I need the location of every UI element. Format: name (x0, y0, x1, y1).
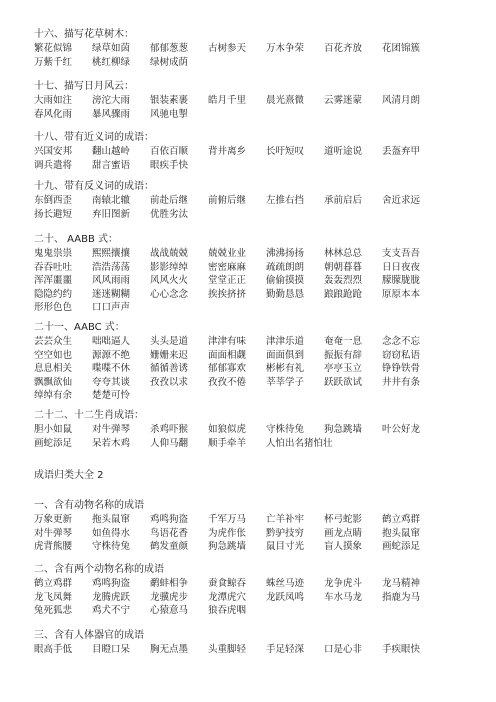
idiom-cell: 源源不绝 (92, 349, 131, 361)
idiom-cell: 背井离乡 (208, 146, 247, 157)
idiom-row (34, 261, 440, 275)
idiom-row (34, 288, 440, 302)
idiom-cell: 目瞪口呆 (92, 644, 131, 655)
idiom-row (34, 145, 440, 159)
idiom-cell: 风驰电掣 (150, 108, 189, 120)
idiom-cell: 战战兢兢 (150, 248, 189, 259)
idiom-cell: 兔死狐悲 (34, 605, 73, 616)
idiom-cell: 丢盔弃甲 (382, 146, 421, 157)
idiom-section (34, 498, 440, 554)
idiom-cell: 空空如也 (34, 349, 73, 361)
idiom-cell: 朝朝暮暮 (324, 261, 363, 273)
idiom-cell: 花团锦簇 (382, 43, 421, 54)
idiom-cell: 承前启后 (324, 195, 363, 206)
idiom-cell: 滂沱大雨 (92, 95, 131, 106)
idiom-cell: 铮铮铁骨 (382, 363, 421, 374)
idiom-cell: 舍近求远 (382, 195, 421, 206)
idiom-row (34, 301, 440, 315)
idiom-row (34, 376, 440, 390)
idiom-cell: 龙腾虎跃 (92, 591, 131, 603)
idiom-cell: 优胜劣汰 (150, 208, 189, 220)
idiom-cell: 风清月朗 (382, 95, 421, 106)
idiom-row (34, 208, 440, 222)
idiom-cell: 亡羊补牢 (266, 514, 305, 525)
idiom-cell: 画蛇添足 (34, 437, 73, 449)
idiom-row (34, 389, 440, 403)
idiom-cell: 蚕食鲸吞 (208, 578, 247, 589)
idiom-cell: 大雨如注 (34, 95, 73, 106)
idiom-row (34, 643, 440, 657)
idiom-cell: 偷偷摸摸 (266, 275, 305, 286)
idiom-cell: 鸟语花香 (150, 527, 189, 539)
idiom-cell: 风风火火 (150, 275, 189, 286)
idiom-cell: 狼吞虎咽 (208, 605, 247, 616)
idiom-cell: 人怕出名猪怕壮 (266, 437, 333, 449)
idiom-cell: 鸡鸣狗盗 (150, 514, 189, 525)
idiom-cell: 胸无点墨 (150, 644, 189, 655)
idiom-row (34, 42, 440, 56)
idiom-row (34, 540, 440, 554)
section-heading: 二十一、AABC 式： (34, 322, 125, 333)
idiom-cell: 胆小如鼠 (34, 424, 73, 435)
idiom-cell: 勤勤恳恳 (266, 288, 305, 300)
idiom-row (34, 56, 440, 70)
idiom-cell: 眼高手低 (34, 644, 73, 655)
idiom-row (34, 335, 440, 349)
idiom-cell: 对牛弹琴 (34, 527, 73, 539)
idiom-cell: 鸡犬不宁 (92, 605, 131, 616)
idiom-cell: 翻山越岭 (92, 146, 131, 157)
idiom-cell: 长吁短叹 (266, 146, 305, 157)
section-heading: 十九、带有反义词的成语： (34, 181, 154, 192)
idiom-cell: 挨挨挤挤 (208, 288, 247, 300)
idiom-cell: 熙熙攘攘 (92, 248, 131, 259)
idiom-cell: 前赴后继 (150, 195, 189, 206)
idiom-cell: 手疾眼快 (382, 644, 421, 655)
idiom-cell: 鼠目寸光 (266, 541, 305, 552)
idiom-cell: 甜言蜜语 (92, 159, 131, 171)
idiom-cell: 蛛丝马迹 (266, 578, 305, 589)
idiom-cell: 孜孜以求 (150, 376, 189, 388)
idiom-cell: 郁郁葱葱 (150, 43, 189, 54)
idiom-cell: 如狼似虎 (208, 424, 247, 435)
idiom-cell: 指鹿为马 (382, 591, 421, 603)
idiom-row (34, 591, 440, 605)
idiom-cell: 调兵遣将 (34, 159, 73, 171)
idiom-cell: 影影绰绰 (150, 261, 189, 273)
idiom-cell: 孜孜不倦 (208, 376, 247, 388)
idiom-section (34, 562, 440, 618)
idiom-cell: 虎背熊腰 (34, 541, 73, 552)
idiom-cell: 皓月千里 (208, 95, 247, 106)
idiom-cell: 扬长避短 (34, 208, 73, 220)
idiom-cell: 楚楚可怜 (92, 390, 131, 401)
idiom-cell: 口口声声 (92, 302, 131, 313)
idiom-cell: 呆若木鸡 (92, 437, 131, 449)
idiom-cell: 晨光熹微 (266, 95, 305, 106)
idiom-cell: 百花齐放 (324, 43, 363, 54)
idiom-section (34, 232, 440, 315)
idiom-cell: 前俯后继 (208, 195, 247, 206)
idiom-cell: 春风化雨 (34, 108, 73, 120)
idiom-cell: 对牛弹琴 (92, 424, 131, 435)
idiom-cell: 繁花似锦 (34, 43, 73, 54)
idiom-row (34, 513, 440, 527)
idiom-cell: 龙骥虎步 (150, 591, 189, 603)
idiom-cell: 杯弓蛇影 (324, 514, 363, 525)
idiom-cell: 鹤立鸡群 (34, 578, 73, 589)
idiom-cell: 堂堂正正 (208, 275, 247, 286)
idiom-cell: 莘莘学子 (266, 376, 305, 388)
section-heading: 成语归类大全 2 (34, 470, 104, 481)
idiom-cell: 道听途说 (324, 146, 363, 157)
idiom-cell: 弃旧图新 (92, 208, 131, 220)
idiom-cell: 咄咄逼人 (92, 336, 131, 347)
idiom-cell: 黔驴技穷 (266, 527, 305, 539)
idiom-row (34, 349, 440, 363)
idiom-cell: 兴国安邦 (34, 146, 73, 157)
idiom-section (34, 408, 440, 450)
idiom-cell: 万象更新 (34, 514, 73, 525)
idiom-section (34, 130, 440, 172)
idiom-cell: 千军万马 (208, 514, 247, 525)
idiom-cell: 踉踉跄跄 (324, 288, 363, 300)
idiom-section (34, 468, 104, 483)
idiom-cell: 车水马龙 (324, 591, 363, 603)
idiom-section (34, 320, 440, 403)
idiom-cell: 万木争荣 (266, 43, 305, 54)
idiom-cell: 头头是道 (150, 336, 189, 347)
idiom-cell: 息息相关 (34, 363, 73, 374)
idiom-cell: 林林总总 (324, 248, 363, 259)
idiom-cell: 日日夜夜 (382, 261, 421, 273)
idiom-cell: 叶公好龙 (382, 424, 421, 435)
idiom-cell: 暴风骤雨 (92, 108, 131, 120)
idiom-cell: 浑浑噩噩 (34, 275, 73, 286)
idiom-cell: 人仰马翻 (150, 437, 189, 449)
idiom-cell: 拖头鼠窜 (92, 514, 131, 525)
idiom-cell: 心心念念 (150, 288, 189, 300)
idiom-cell: 头重脚轻 (208, 644, 247, 655)
idiom-cell: 郁郁寡欢 (208, 363, 247, 374)
idiom-cell: 振振有辞 (324, 349, 363, 361)
idiom-cell: 左推右挡 (266, 195, 305, 206)
idiom-row (34, 194, 440, 208)
idiom-cell: 龙潭虎穴 (208, 591, 247, 603)
idiom-cell: 面面俱到 (266, 349, 305, 361)
idiom-cell: 姗姗来迟 (150, 349, 189, 361)
idiom-cell: 眼疾手快 (150, 159, 189, 171)
idiom-cell: 奄奄一息 (324, 336, 363, 347)
idiom-cell: 云雾迷蒙 (324, 95, 363, 106)
idiom-cell: 守株待兔 (92, 541, 131, 552)
idiom-cell: 狗急跳墙 (324, 424, 363, 435)
section-heading: 一、含有动物名称的成语 (34, 500, 144, 511)
idiom-cell: 银装素裹 (150, 95, 189, 106)
idiom-section (34, 27, 440, 69)
idiom-cell: 彬彬有礼 (266, 363, 305, 374)
idiom-cell: 津津有味 (208, 336, 247, 347)
idiom-cell: 面面相觑 (208, 349, 247, 361)
idiom-cell: 为虎作伥 (208, 527, 247, 539)
idiom-cell: 心猿意马 (150, 605, 189, 616)
idiom-cell: 朦朦胧胧 (382, 275, 421, 286)
idiom-cell: 鹤立鸡群 (382, 514, 421, 525)
idiom-cell: 窃窃私语 (382, 349, 421, 361)
idiom-cell: 万紫千红 (34, 56, 73, 68)
idiom-section (34, 79, 440, 121)
idiom-row (34, 604, 440, 618)
idiom-cell: 津津乐道 (266, 336, 305, 347)
idiom-row (34, 437, 440, 451)
idiom-cell: 浩浩荡荡 (92, 261, 131, 273)
idiom-row (34, 274, 440, 288)
idiom-cell: 循循善诱 (150, 363, 189, 374)
idiom-cell: 绿草如茵 (92, 43, 131, 54)
section-heading: 十八、带有近义词的成语： (34, 132, 154, 143)
section-heading: 十七、描写日月风云： (34, 81, 134, 92)
idiom-row (34, 577, 440, 591)
idiom-cell: 绿树成荫 (150, 56, 189, 68)
section-heading: 二十二、十二生肖成语： (34, 410, 144, 421)
idiom-cell: 井井有条 (382, 376, 421, 388)
idiom-row (34, 423, 440, 437)
idiom-cell: 龙争虎斗 (324, 578, 363, 589)
section-heading: 三、含有人体器官的成语 (34, 630, 144, 641)
idiom-cell: 喋喋不休 (92, 363, 131, 374)
idiom-row (34, 247, 440, 261)
idiom-cell: 东倒西歪 (34, 195, 73, 206)
idiom-cell: 龙马精神 (382, 578, 421, 589)
idiom-row (34, 108, 440, 122)
idiom-section (34, 179, 440, 221)
idiom-cell: 吞吞吐吐 (34, 261, 73, 273)
idiom-cell: 飘飘欲仙 (34, 376, 73, 388)
idiom-cell: 狗急跳墙 (208, 541, 247, 552)
idiom-cell: 画蛇添足 (382, 541, 421, 552)
idiom-cell: 疏疏朗朗 (266, 261, 305, 273)
idiom-cell: 沸沸扬扬 (266, 248, 305, 259)
idiom-cell: 念念不忘 (382, 336, 421, 347)
idiom-cell: 口是心非 (324, 644, 363, 655)
idiom-cell: 桃红柳绿 (92, 56, 131, 68)
idiom-cell: 跃跃欲试 (324, 376, 363, 388)
idiom-cell: 芸芸众生 (34, 336, 73, 347)
idiom-row (34, 159, 440, 173)
idiom-cell: 形形色色 (34, 302, 73, 313)
idiom-cell: 亭亭玉立 (324, 363, 363, 374)
idiom-cell: 顺手牵羊 (208, 437, 247, 449)
section-heading: 二、含有两个动物名称的成语 (34, 564, 164, 575)
idiom-row (34, 362, 440, 376)
idiom-cell: 如鱼得水 (92, 527, 131, 539)
idiom-cell: 龙飞凤舞 (34, 591, 73, 603)
idiom-cell: 夸夸其谈 (92, 376, 131, 388)
idiom-cell: 鬼鬼祟祟 (34, 248, 73, 259)
idiom-cell: 原原本本 (382, 288, 421, 300)
idiom-cell: 龙跃凤鸣 (266, 591, 305, 603)
idiom-cell: 盲人摸象 (324, 541, 363, 552)
idiom-cell: 鹬蚌相争 (150, 578, 189, 589)
idiom-cell: 密密麻麻 (208, 261, 247, 273)
section-heading: 二十、 AABB 式： (34, 234, 119, 245)
idiom-cell: 支支吾吾 (382, 248, 421, 259)
idiom-cell: 迷迷糊糊 (92, 288, 131, 300)
idiom-cell: 古树参天 (208, 43, 247, 54)
idiom-cell: 隐隐约约 (34, 288, 73, 300)
idiom-cell: 鹤发童颜 (150, 541, 189, 552)
idiom-cell: 轰轰烈烈 (324, 275, 363, 286)
idiom-cell: 南辕北辙 (92, 195, 131, 206)
idiom-row (34, 527, 440, 541)
idiom-cell: 风风雨雨 (92, 275, 131, 286)
idiom-cell: 百依百顺 (150, 146, 189, 157)
idiom-cell: 鸡鸣狗盗 (92, 578, 131, 589)
idiom-row (34, 94, 440, 108)
idiom-cell: 手足轻深 (266, 644, 305, 655)
idiom-cell: 画龙点睛 (324, 527, 363, 539)
idiom-cell: 杀鸡吓猴 (150, 424, 189, 435)
idiom-cell: 抱头鼠窜 (382, 527, 421, 539)
idiom-cell: 绰绰有余 (34, 390, 73, 401)
section-heading: 十六、描写花草树木： (34, 29, 134, 40)
idiom-cell: 守株待兔 (266, 424, 305, 435)
idiom-section (34, 628, 440, 657)
idiom-cell: 兢兢业业 (208, 248, 247, 259)
